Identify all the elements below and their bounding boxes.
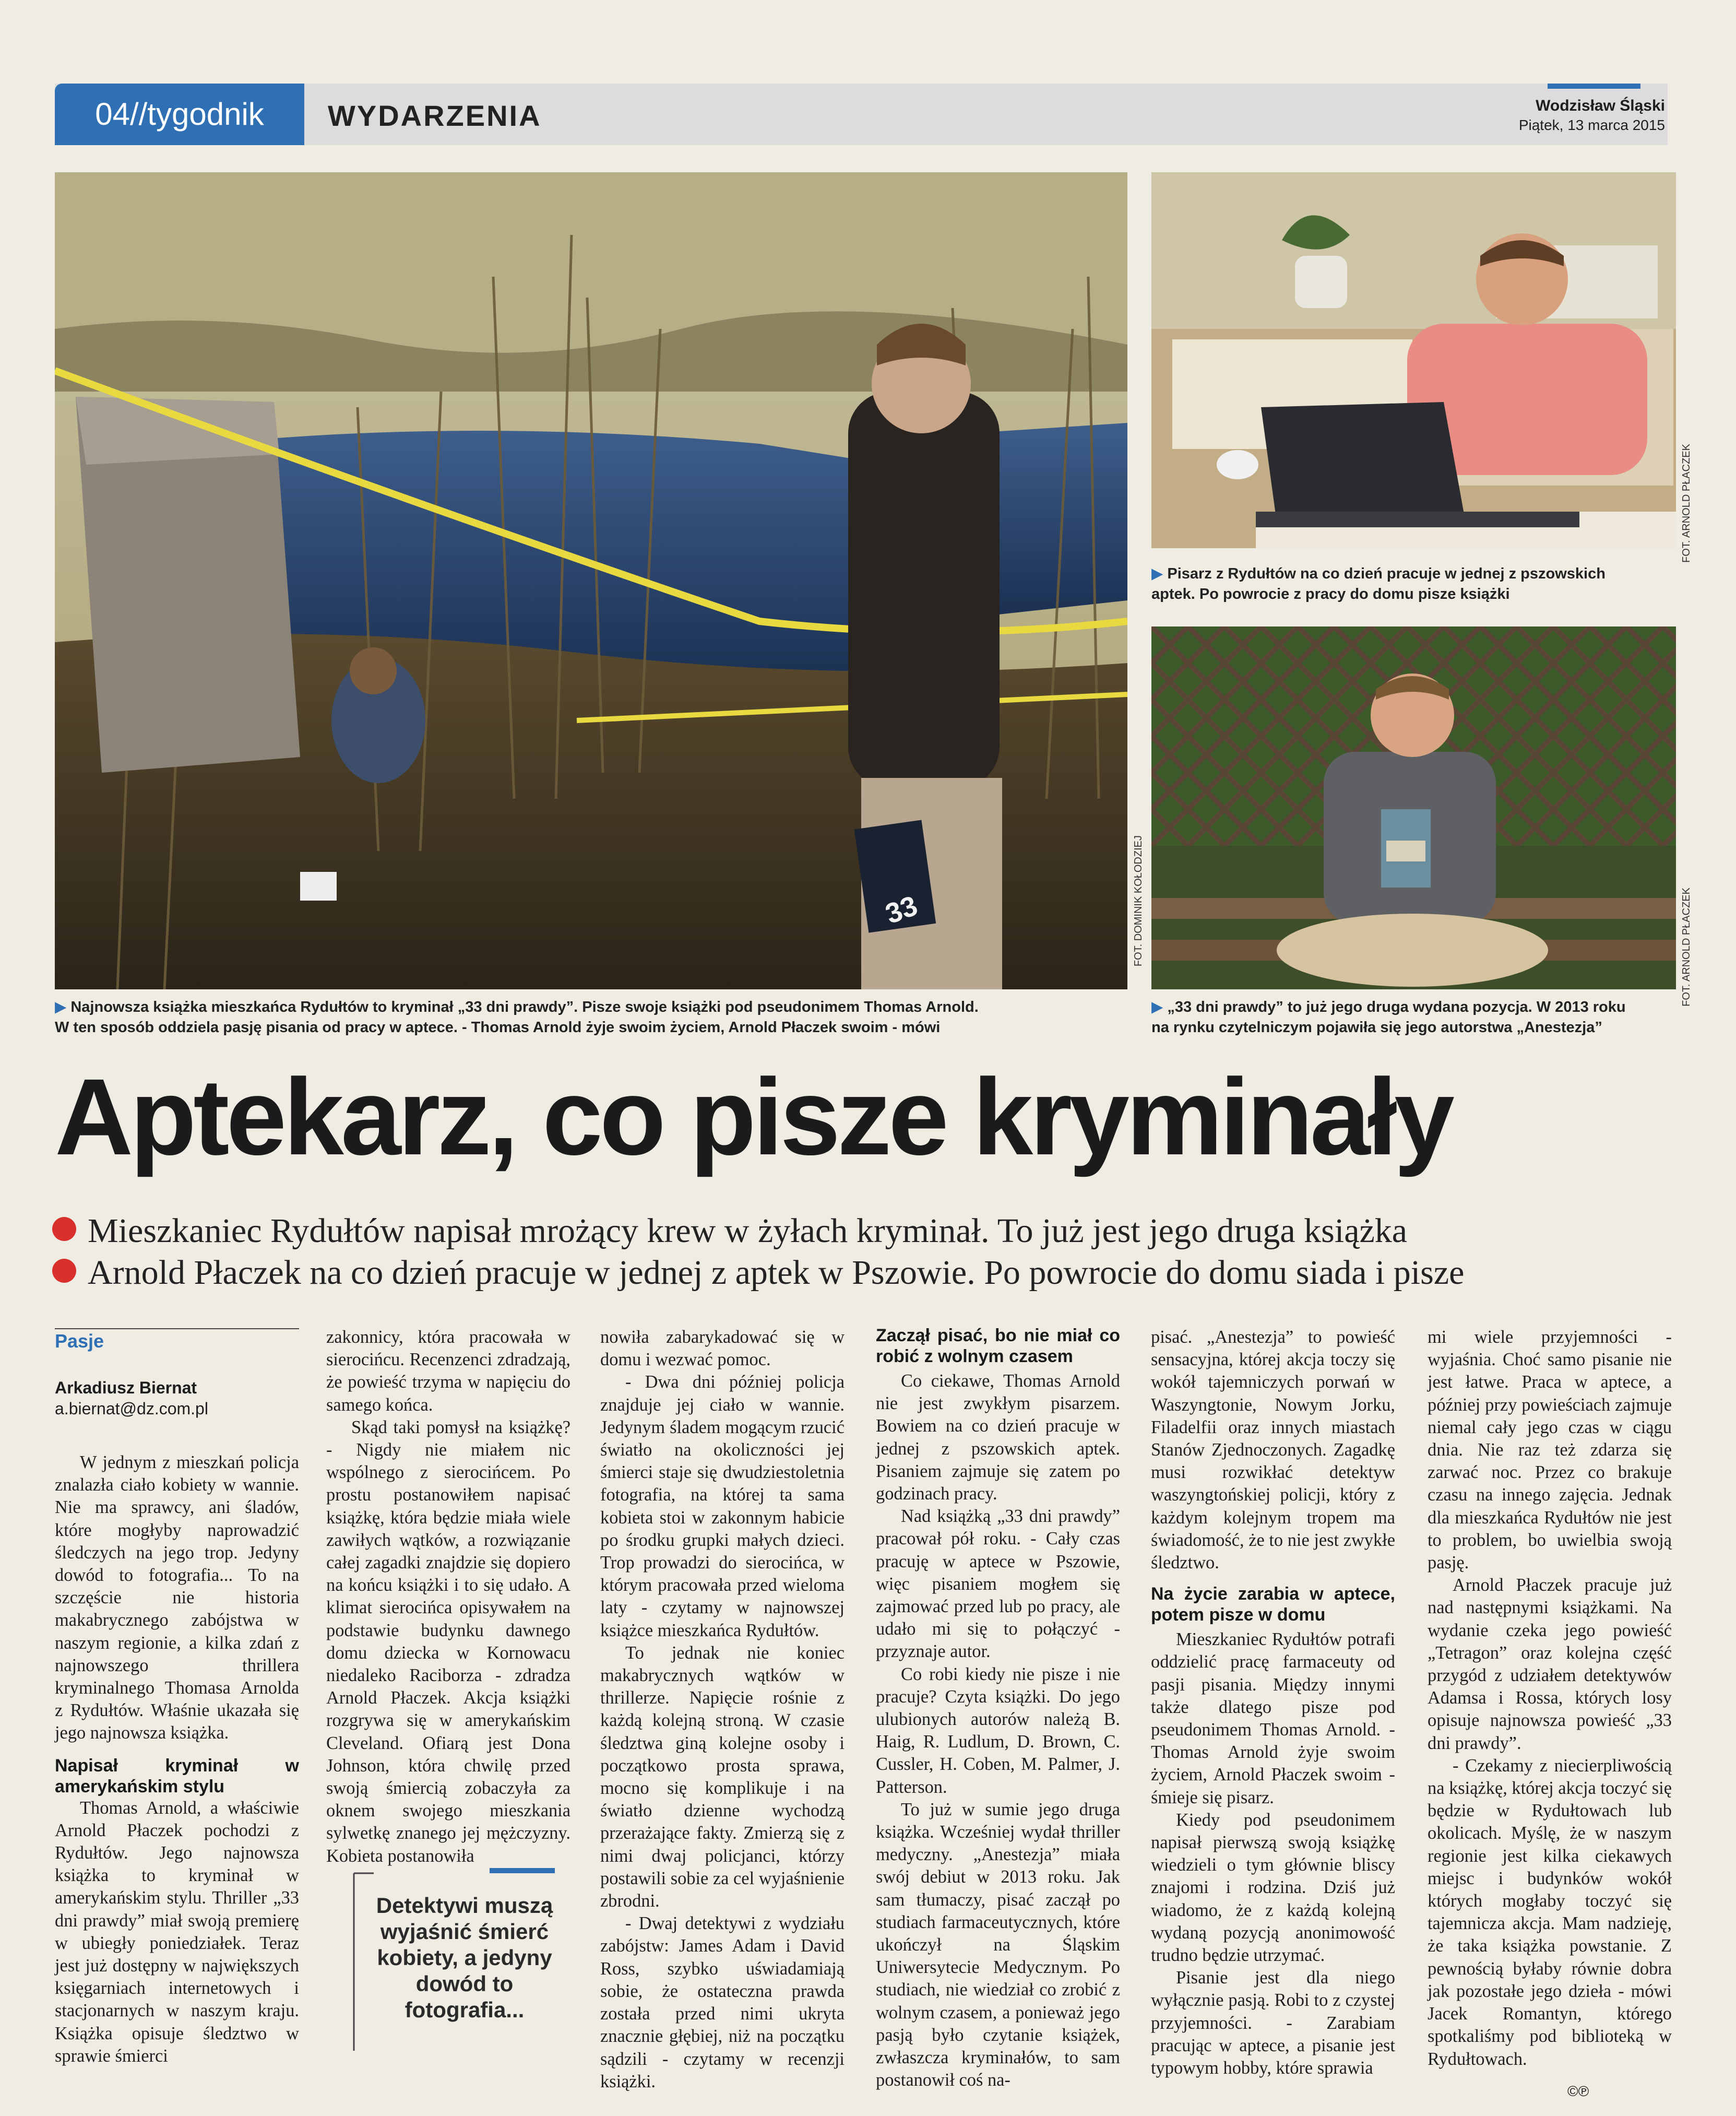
subheading: Zaczął pisać, bo nie miał co robić z wolnym czasem bbox=[876, 1326, 1120, 1366]
caption-line-2: W ten sposób oddziela pasję pisania od pracy w aptece. - Thomas Arnold żyje swoim życiem, Arnold Płaczek swoim - mówi bbox=[55, 1019, 941, 1036]
paragraph: Nad książką „33 dni prawdy” pracował pół roku. - Cały czas pracuję w aptece w Pszowie, więc pisaniem mogłem się zajmować przed lub po pracy, ale udało mi się to połączyć - przyznaje autor. bbox=[876, 1506, 1120, 1662]
author-email[interactable]: a.biernat@dz.com.pl bbox=[55, 1399, 208, 1418]
paragraph: - Czekamy z niecierpliwością na książkę, której akcja toczyć się będzie w Rydułtowach lub okolicach. Myślę, że w naszym regionie jest kilka ciekawych miejsc i budynków wokół których mogłaby toczyć się tajemnicza akcja. Mam nadzieję, że taka książka powstanie. Z pewnością byłaby równie dobra jak pozostałe jego dzieła - mówi Jacek Romantyn, którego spotkaliśmy pod biblioteką w Rydułtowach. bbox=[1428, 1755, 1672, 2069]
kicker: Pasje bbox=[55, 1330, 104, 1352]
issue-date: Piątek, 13 marca 2015 bbox=[1518, 117, 1665, 133]
bottom-right-photo-caption bbox=[1151, 997, 1673, 1038]
edition-city: Wodzisław Śląski bbox=[1536, 97, 1665, 114]
lead-line-2: Arnold Płaczek na co dzień pracuje w jednej z aptek w Pszowie. Po powrocie do domu siada i pisze bbox=[52, 1252, 1696, 1294]
article-headline: Aptekarz, co pisze kryminały bbox=[55, 1057, 1452, 1178]
caption-line-2: aptek. Po powrocie z pracy do domu pisze książki bbox=[1151, 586, 1510, 602]
header-accent-line bbox=[1548, 84, 1640, 89]
caption-line-1: ▶ Najnowsza książka mieszkańca Rydułtów to kryminał „33 dni prawdy”. Pisze swoje książki pod pseudonimem Thomas Arnold. bbox=[55, 999, 979, 1015]
paragraph: Co robi kiedy nie pisze i nie pracuje? Czyta książki. Do jego ulubionych autorów należą B. Haig, R. Ludlum, D. Brown, C. Cussler, H. Coben, M. Palmer, J. Patterson. bbox=[876, 1664, 1120, 1797]
crime-scene-photo-illustration bbox=[55, 172, 1127, 989]
pharmacist-laptop-photo-illustration bbox=[1151, 172, 1676, 548]
top-right-photo-caption bbox=[1151, 564, 1673, 605]
paragraph: - Dwaj detektywi z wydziału zabójstw: James Adam i David Ross, szybko uświadamiają sobie, że ostateczna prawda została przed nimi ukryta znacznie głębiej, niż na początku sądzili - czytamy w recenzji książki. bbox=[600, 1913, 845, 2091]
paragraph: pisać. „Anestezja” to powieść sensacyjna, której akcja toczy się wokół tajemniczych porwań w Waszyngtonie, Nowym Jorku, Filadelfii oraz innych miastach Stanów Zjednoczonych. Zagadkę musi rozwikłać detektyw waszyngtońskiej policji, który z każdym kolejnym tropem ma świadomość, że to nie jest zwykłe śledztwo. bbox=[1151, 1327, 1395, 1573]
red-bullet-icon bbox=[52, 1217, 76, 1241]
paragraph: - Dwa dni później policja znajduje jej ciało w wannie. Jedynym śladem mogącym rzucić światło na okoliczności jej śmierci staje się dwudziestoletnia fotografia, na której ta sama kobieta stoi w zakonnym habicie po środku grupki małych dzieci. Trop prowadzi do sierocińca, w którym pracowała przed wieloma laty - czytamy w najnowszej książce mieszkańca Rydułtów. bbox=[600, 1372, 845, 1640]
paragraph: mi wiele przyjemności - wyjaśnia. Choć samo pisanie nie jest łatwe. Praca w aptece, a później przy powieściach zajmuje niemal cały jego czas w ciągu dnia. Nie raz też zdarza się zarwać noc. Przez co brakuje czasu na innego zajęcia. Jednak dla mieszkańca Rydułtów nie jest to problem, bo uwielbia swoją pasję. bbox=[1428, 1327, 1672, 1573]
bottom-right-photo-credit: FOT. ARNOLD PŁACZEK bbox=[1681, 888, 1692, 1007]
paragraph: W jednym z mieszkań policja znalazła ciało kobiety w wannie. Nie ma sprawcy, ani śladów, które mogłyby naprowadzić śledczych na jego trop. Jedyny dowód to fotografia... To na szczęście nie historia makabrycznego zabójstwa w naszym regionie, a kilka zdań z najnowszego thrillera kryminalnego Thomasa Arnolda z Rydułtów. Właśnie ukazała się jego najnowsza książka. bbox=[55, 1452, 299, 1743]
column-5 bbox=[1151, 1326, 1395, 2079]
paragraph: Arnold Płaczek pracuje już nad następnymi książkami. Na wydanie czeka jego powieść „Tetragon” oraz kolejna część przygód z udziałem detektywów Adamsa i Rossa, których losy opisuje najnowsza powieść „33 dni prawdy”. bbox=[1428, 1575, 1672, 1753]
main-photo bbox=[55, 172, 1127, 989]
kicker-rule bbox=[55, 1328, 299, 1329]
pull-quote: Detektywi muszą wyjaśnić śmierć kobiety, a jedyny dowód to fotografia... bbox=[376, 1893, 553, 2022]
red-bullet-icon bbox=[52, 1259, 76, 1283]
caption-line-1: ▶ „33 dni prawdy” to już jego druga wydana pozycja. W 2013 roku bbox=[1151, 999, 1626, 1015]
section-title: WYDARZENIA bbox=[328, 99, 542, 132]
paragraph: Co ciekawe, Thomas Arnold nie jest zwykłym pisarzem. Bowiem na co dzień pracuje w jednej z pszowskich aptek. Pisaniem zajmuje się zatem po godzinach pracy. bbox=[876, 1371, 1120, 1504]
page-label: 04//tygodnik bbox=[95, 97, 264, 132]
paragraph: Mieszkaniec Rydułtów potrafi oddzielić pracę farmaceuty od pasji pisania. Między innymi także dlatego pisze pod pseudonimem Thomas Arnold. - Thomas Arnold żyje swoim życiem, Arnold Płaczek swoim - śmieje się pisarz. bbox=[1151, 1629, 1395, 1807]
paragraph: To jednak nie koniec makabrycznych wątków w thrillerze. Napięcie rośnie z każdą kolejną stroną. W czasie śledztwa giną kolejne osoby i początkowo prosta sprawa, mocno się komplikuje i na światło dzienne wychodzą przerażające fakty. Zmierzą się z nimi dwaj policjanci, którzy postawili sobie za cel wyjaśnienie zbrodni. bbox=[600, 1642, 845, 1911]
caption-arrow-icon: ▶ bbox=[1151, 999, 1168, 1015]
paragraph: Pisanie jest dla niego wyłącznie pasją. Robi to z czystej przyjemności. - Zarabiam pracując w aptece, a pisanie jest typowym hobby, które sprawia bbox=[1151, 1968, 1395, 2078]
author-name: Arkadiusz Biernat bbox=[55, 1378, 197, 1397]
paragraph: Kiedy pod pseudonimem napisał pierwszą swoją książkę wiedzieli o tym głównie bliscy znajomi i rodzina. Dziś już wiadomo, że z każdą kolejną wydaną pozycją anonimowość trudno będzie utrzymać. bbox=[1151, 1810, 1395, 1966]
lead-line-1: Mieszkaniec Rydułtów napisał mrożący krew w żyłach kryminał. To już jest jego druga książka bbox=[52, 1210, 1696, 1252]
caption-arrow-icon: ▶ bbox=[55, 999, 71, 1015]
subheading: Na życie zarabia w aptece, potem pisze w domu bbox=[1151, 1584, 1395, 1625]
subheading: Napisał kryminał w amerykańskim stylu bbox=[55, 1755, 299, 1796]
main-photo-credit: FOT. DOMINIK KOŁODZIEJ bbox=[1133, 835, 1144, 967]
caption-line-1: ▶ Pisarz z Rydułtów na co dzień pracuje w jednej z pszowskich bbox=[1151, 565, 1606, 582]
column-3 bbox=[600, 1326, 845, 2093]
caption-arrow-icon: ▶ bbox=[1151, 565, 1168, 582]
top-right-photo-credit: FOT. ARNOLD PŁACZEK bbox=[1681, 444, 1692, 563]
column-1 bbox=[55, 1451, 299, 2067]
top-right-photo bbox=[1151, 172, 1676, 548]
paragraph: Thomas Arnold, a właściwie Arnold Płaczek pochodzi z Rydułtów. Jego najnowsza książka to kryminał w amerykańskim stylu. Thriller „33 dni prawdy” miał swoją premierę w ubiegły poniedziałek. Teraz jest już dostępny w największych księgarniach internetowych i stacjonarnych w naszym kraju. Książka opisuje śledztwo w sprawie śmierci bbox=[55, 1798, 299, 2066]
paragraph: zakonnicy, która pracowała w sierocińcu. Recenzenci zdradzają, że powieść trzyma w napięciu do samego końca. bbox=[326, 1327, 570, 1415]
paragraph: Skąd taki pomysł na książkę? - Nigdy nie miałem nic wspólnego z sierocińcem. Po prostu postanowiłem napisać książkę, która będzie miała wiele zawiłych wątków, a rozwiązanie całej zagadki znajdzie się dopiero na końcu książki i to się udało. A klimat sierocińca opisywałem na podstawie budynku dawnego domu dziecka w Kornowacu niedaleko Raciborza - zdradza Arnold Płaczek. Akcja książki rozgrywa się w amerykańskim Cleveland. Ofiarą jest Dona Johnson, która chwilę przed swoją śmiercią zobaczyła za oknem swojego mieszkania sylwetkę znanego jej mężczyzny. Kobieta postanowiła bbox=[326, 1417, 570, 1866]
paragraph: To już w sumie jego druga książka. Wcześniej wydał thriller medyczny. „Anestezja” miała swój debiut w 2013 roku. Jak sam tłumaczy, pisać zaczął po studiach farmaceutycznych, które ukończył na Śląskim Uniwersytecie Medycznym. Po studiach, nie wiedział co zrobić z wolnym czasem, a ponieważ jego pasją było czytanie książek, zwłaszcza kryminałów, to sam postanowił coś na- bbox=[876, 1799, 1120, 2090]
caption-line-2: na rynku czytelniczym pojawiła się jego autorstwa „Anestezja” bbox=[1151, 1019, 1602, 1036]
column-6 bbox=[1428, 1326, 1672, 2071]
column-4 bbox=[876, 1325, 1120, 2092]
book-number-card: 33 bbox=[881, 890, 922, 930]
copyright-mark: ©℗ bbox=[1567, 2083, 1589, 2099]
main-photo-caption bbox=[55, 997, 1135, 1038]
column-2 bbox=[326, 1326, 570, 1867]
author-with-book-photo-illustration bbox=[1151, 626, 1676, 989]
bottom-right-photo bbox=[1151, 626, 1676, 989]
paragraph: nowiła zabarykadować się w domu i wezwać pomoc. bbox=[600, 1327, 845, 1370]
